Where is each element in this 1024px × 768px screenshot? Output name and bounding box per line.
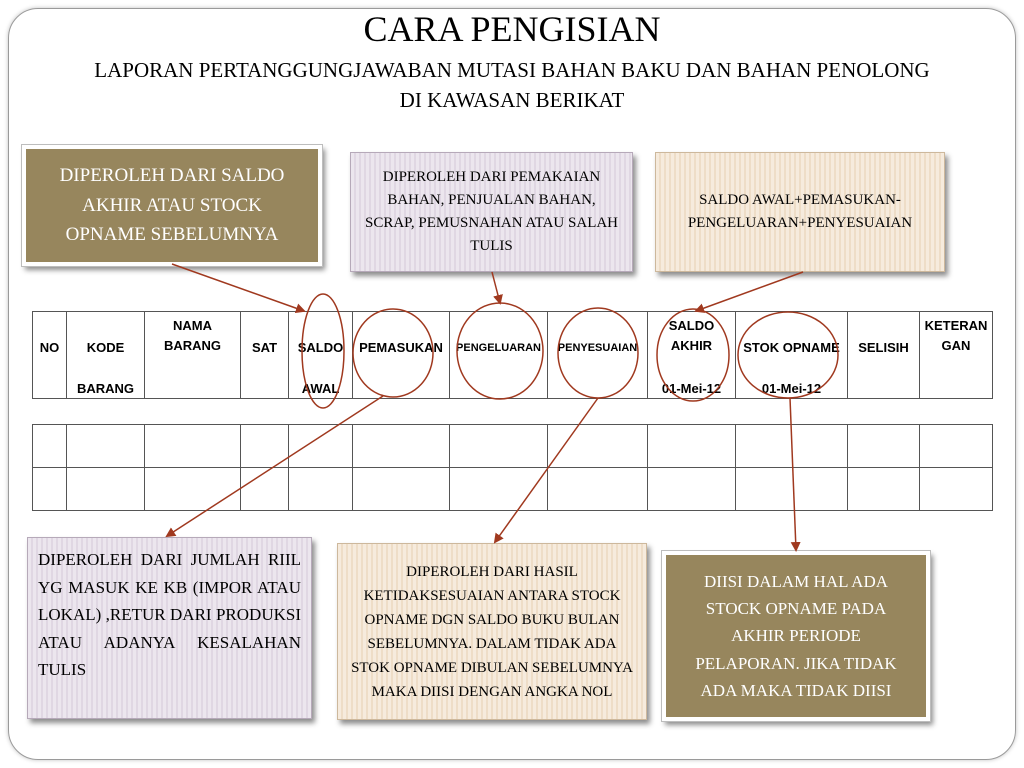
- col-pengeluaran-label: PENGELUARAN: [456, 342, 541, 354]
- subtitle-line-1: LAPORAN PERTANGGUNGJAWABAN MUTASI BAHAN BAKU DAN BAHAN PENOLONG: [94, 58, 930, 82]
- ellipse-stok-opname: [738, 312, 838, 398]
- col-keterangan-label-2: GAN: [941, 338, 971, 353]
- col-no-label: NO: [39, 340, 60, 355]
- col-saldo-akhir-label: SALDO: [668, 318, 715, 333]
- ellipse-penyesuaian: [558, 308, 638, 398]
- callout-pemasukan-text: DIPEROLEH DARI JUMLAH RIIL YG MASUK KE KB (IMPOR ATAU LOKAL) ,RETUR DARI PRODUKSI ATAU ADANYA KESALAHAN TULIS: [38, 550, 301, 680]
- col-kode-label: KODE: [86, 340, 125, 355]
- col-nama-label: NAMA: [173, 318, 212, 333]
- col-stok-opname-label: STOK OPNAME: [743, 340, 840, 355]
- col-saldo-akhir-date: 01-Mei-12: [661, 381, 722, 396]
- callout-saldo-awal-text: DIPEROLEH DARI SALDO AKHIR ATAU STOCK OPNAME SEBELUMNYA: [59, 165, 285, 246]
- callout-saldo-akhir-text: SALDO AWAL+PEMASUKAN-PENGELUARAN+PENYESUAIAN: [687, 191, 913, 231]
- col-akhir-label: AKHIR: [670, 338, 713, 353]
- callout-penyesuaian-text: DIPEROLEH DARI HASIL KETIDAKSESUAIAN ANTARA STOCK OPNAME DGN SALDO BUKU BULAN SEBELUMNYA. DALAM TIDAK ADA STOK OPNAME DIBULAN SEBELUMNYA MAKA DIISI DENGAN ANGKA NOL: [351, 563, 633, 700]
- ellipse-saldo-akhir: [657, 309, 729, 401]
- subtitle-line-2: DI KAWASAN BERIKAT: [399, 88, 625, 112]
- col-saldo-label: SALDO: [297, 340, 344, 355]
- col-keterangan-label: KETERAN: [924, 318, 988, 333]
- ellipse-pemasukan: [353, 309, 433, 397]
- ellipse-pengeluaran: [457, 303, 543, 399]
- callout-stok-opname-text: DIISI DALAM HAL ADA STOCK OPNAME PADA AKHIR PERIODE PELAPORAN. JIKA TIDAK ADA MAKA TIDAK DIISI: [695, 572, 897, 700]
- callout-pengeluaran-text: DIPEROLEH DARI PEMAKAIAN BAHAN, PENJUALAN BAHAN, SCRAP, PEMUSNAHAN ATAU SALAH TULIS: [365, 168, 619, 255]
- col-sat-label: SAT: [251, 340, 278, 355]
- page-title: CARA PENGISIAN: [363, 9, 661, 49]
- col-selisih-label: SELISIH: [858, 340, 909, 355]
- col-nama-barang-label: BARANG: [163, 338, 222, 353]
- arrow-stok-opname: [790, 398, 796, 550]
- col-barang-label: BARANG: [76, 381, 135, 396]
- col-stok-opname-date: 01-Mei-12: [761, 381, 822, 396]
- ellipse-saldo-awal: [302, 294, 344, 408]
- col-awal-label: AWAL: [301, 381, 340, 396]
- arrow-pengeluaran: [492, 272, 500, 303]
- col-penyesuaian-label: PENYESUAIAN: [557, 342, 638, 354]
- col-pemasukan-label: PEMASUKAN: [359, 340, 443, 355]
- arrow-saldo-awal: [172, 264, 304, 311]
- arrow-pemasukan: [167, 396, 383, 536]
- arrow-penyesuaian: [495, 398, 598, 542]
- arrow-saldo-akhir: [696, 272, 803, 311]
